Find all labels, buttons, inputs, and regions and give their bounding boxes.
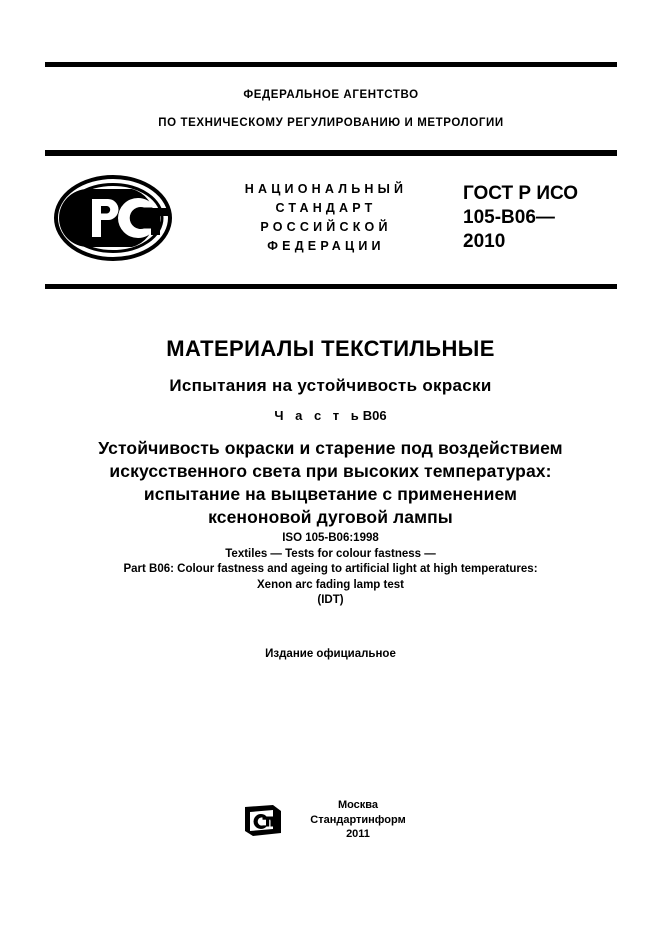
standard-title-line-3: РОССИЙСКОЙ [260,220,392,234]
official-edition-note: Издание официальное [265,648,396,660]
standartinform-logo-icon [243,803,283,839]
header-rule-top [45,62,617,67]
part-value: B06 [362,408,387,423]
agency-name-line-2: ПО ТЕХНИЧЕСКОМУ РЕГУЛИРОВАНИЮ И МЕТРОЛОГИИ [158,117,504,129]
national-standard-title [195,180,457,256]
gost-designation-line-1: ГОСТ Р ИСО [463,183,579,204]
part-label: Ч а с т ь [274,408,363,423]
standard-identity-band [45,162,617,278]
publisher-name: Стандартинформ [310,813,406,826]
publisher-city: Москва [337,799,379,811]
standard-title-line-2: СТАНДАРТ [275,201,377,215]
gost-designation [463,182,623,254]
publication-year: 2011 [346,828,370,840]
gost-designation-line-3: 2010 [463,231,506,252]
scope-line-1: Устойчивость окраски и старение под воздействием [98,438,563,458]
title-block [30,336,631,529]
rst-certification-emblem-icon [52,172,174,264]
publisher-imprint [293,798,423,842]
iso-title-line-3: Xenon arc fading lamp test [257,578,404,591]
scope-line-2: искусственного света при высоких температурах: [109,461,552,481]
iso-equivalence-degree: (IDT) [317,594,344,606]
header-rule-bottom [45,284,617,289]
scope-line-4: ксеноновой дуговой лампы [208,507,453,527]
iso-reference-number: ISO 105-B06:1998 [282,532,379,544]
publisher-footer [0,798,661,858]
scope-line-3: испытание на выцветание с применением [143,484,518,504]
title-subtitle: Испытания на устойчивость окраски [169,376,492,395]
iso-equivalence-block [30,531,631,609]
page-title: МАТЕРИАЛЫ ТЕКСТИЛЬНЫЕ [166,336,495,361]
iso-title-line-2: Part B06: Colour fastness and ageing to artificial light at high temperatures: [123,563,538,575]
standard-title-line-4: ФЕДЕРАЦИИ [267,239,385,253]
iso-title-line-1: Textiles — Tests for colour fastness — [225,547,436,560]
gost-designation-line-2: 105-B06— [463,207,555,228]
agency-name-line-1: ФЕДЕРАЛЬНОЕ АГЕНТСТВО [243,89,419,101]
title-scope-description [30,437,631,529]
standard-title-line-1: НАЦИОНАЛЬНЫЙ [244,182,408,196]
header-rule-middle [45,150,617,156]
part-designation [30,408,631,423]
